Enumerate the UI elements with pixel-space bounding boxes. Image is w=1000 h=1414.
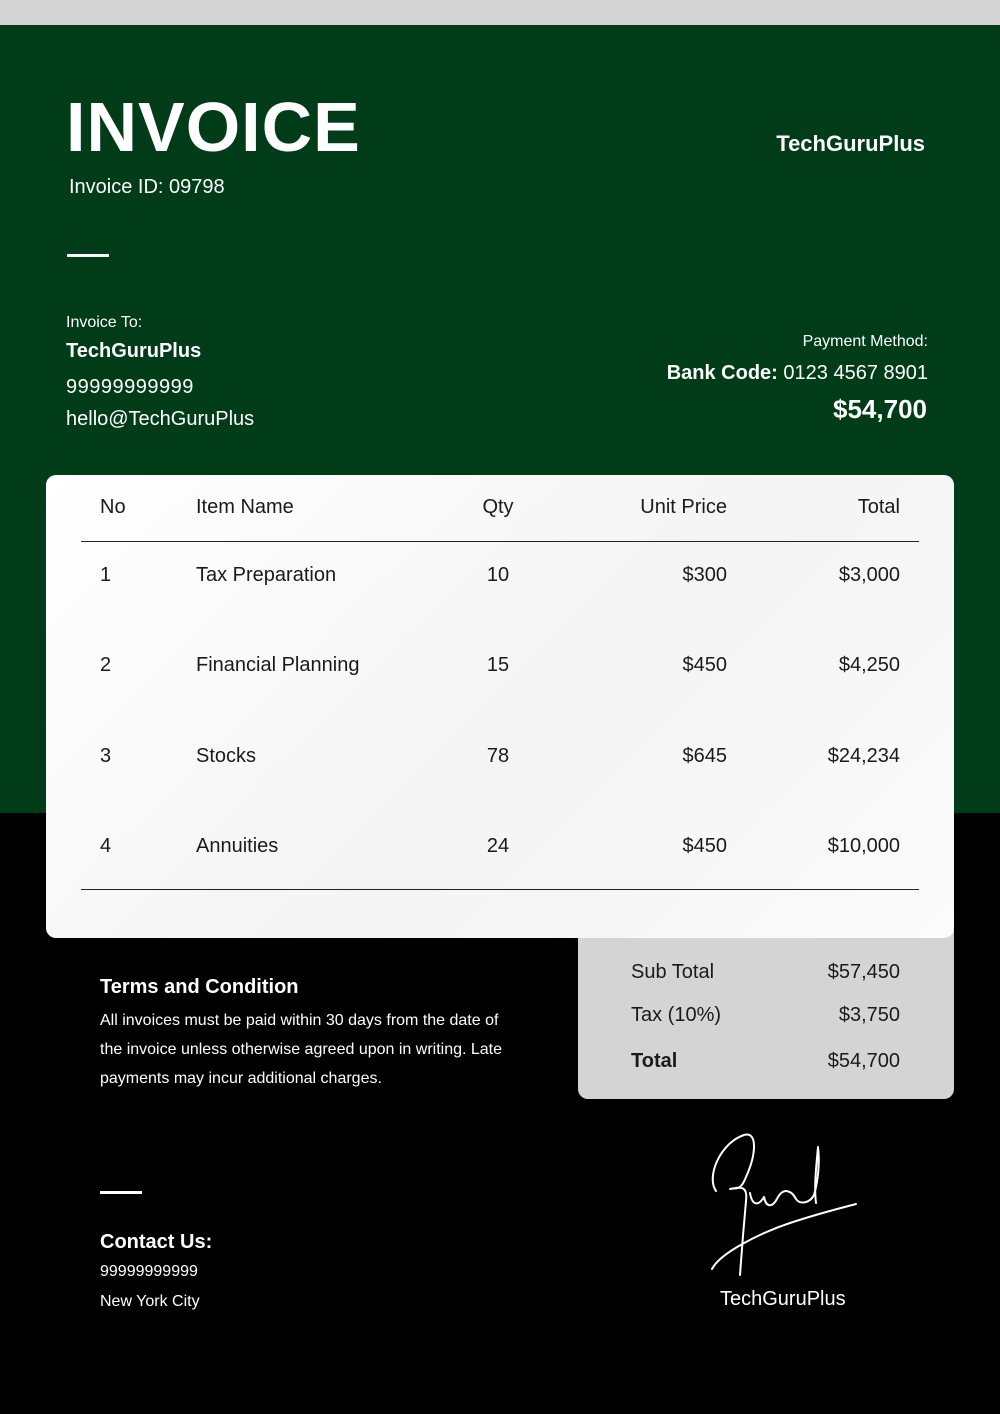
row-qty: 10 <box>486 564 510 586</box>
terms-title: Terms and Condition <box>100 976 299 998</box>
bank-code-label: Bank Code: <box>666 362 778 384</box>
col-header-item: Item Name <box>196 496 294 518</box>
payment-method-label: Payment Method: <box>802 333 928 350</box>
signature-name: TechGuruPlus <box>720 1288 846 1310</box>
table-footer-rule <box>81 889 919 890</box>
row-unit-price: $645 <box>682 745 727 767</box>
bill-to-name: TechGuruPlus <box>66 340 202 362</box>
row-item-name: Stocks <box>196 745 257 767</box>
subtotal-label: Sub Total <box>631 961 715 983</box>
row-total: $3,000 <box>838 564 900 586</box>
row-no: 2 <box>100 654 112 676</box>
col-header-qty: Qty <box>482 496 514 518</box>
row-total: $10,000 <box>827 835 900 857</box>
row-unit-price: $300 <box>682 564 727 586</box>
invoice-title: INVOICE <box>66 88 361 166</box>
row-unit-price: $450 <box>682 654 727 676</box>
bill-to-label: Invoice To: <box>66 314 143 331</box>
total-value: $54,700 <box>827 1050 900 1072</box>
signature-image <box>700 1125 865 1280</box>
row-no: 4 <box>100 835 112 857</box>
bill-to-email: hello@TechGuruPlus <box>66 408 255 430</box>
contact-phone: 99999999999 <box>100 1263 198 1280</box>
items-table-card <box>46 475 954 938</box>
header-divider <box>67 254 109 257</box>
row-no: 3 <box>100 745 112 767</box>
footer-divider <box>100 1191 142 1194</box>
company-name: TechGuruPlus <box>776 131 925 156</box>
subtotal-value: $57,450 <box>827 961 900 983</box>
amount-due: $54,700 <box>833 394 927 424</box>
row-qty: 24 <box>486 835 510 857</box>
col-header-no: No <box>100 496 126 518</box>
contact-city: New York City <box>100 1293 200 1310</box>
tax-value: $3,750 <box>838 1004 900 1026</box>
row-qty: 78 <box>486 745 510 767</box>
row-total: $24,234 <box>827 745 900 767</box>
bank-code <box>667 362 928 385</box>
table-header-rule <box>81 541 919 542</box>
row-unit-price: $450 <box>682 835 727 857</box>
col-header-total: Total <box>857 496 900 518</box>
row-item-name: Tax Preparation <box>196 564 337 586</box>
row-total: $4,250 <box>838 654 900 676</box>
tax-label: Tax (10%) <box>631 1004 722 1026</box>
invoice-id: Invoice ID: 09798 <box>69 176 225 198</box>
contact-title: Contact Us: <box>100 1231 213 1253</box>
bank-code-value: 0123 4567 8901 <box>783 362 928 384</box>
row-no: 1 <box>100 564 112 586</box>
terms-text: All invoices must be paid within 30 days from the date of the invoice unless otherwise agreed upon in writing. Late payments may incur additional charges. <box>100 1012 503 1087</box>
bill-to-phone: 99999999999 <box>66 376 194 398</box>
total-label: Total <box>631 1050 678 1072</box>
top-strip <box>0 0 1000 25</box>
col-header-unit-price: Unit Price <box>640 496 727 518</box>
row-item-name: Annuities <box>196 835 279 857</box>
row-item-name: Financial Planning <box>196 654 360 676</box>
row-qty: 15 <box>486 654 510 676</box>
